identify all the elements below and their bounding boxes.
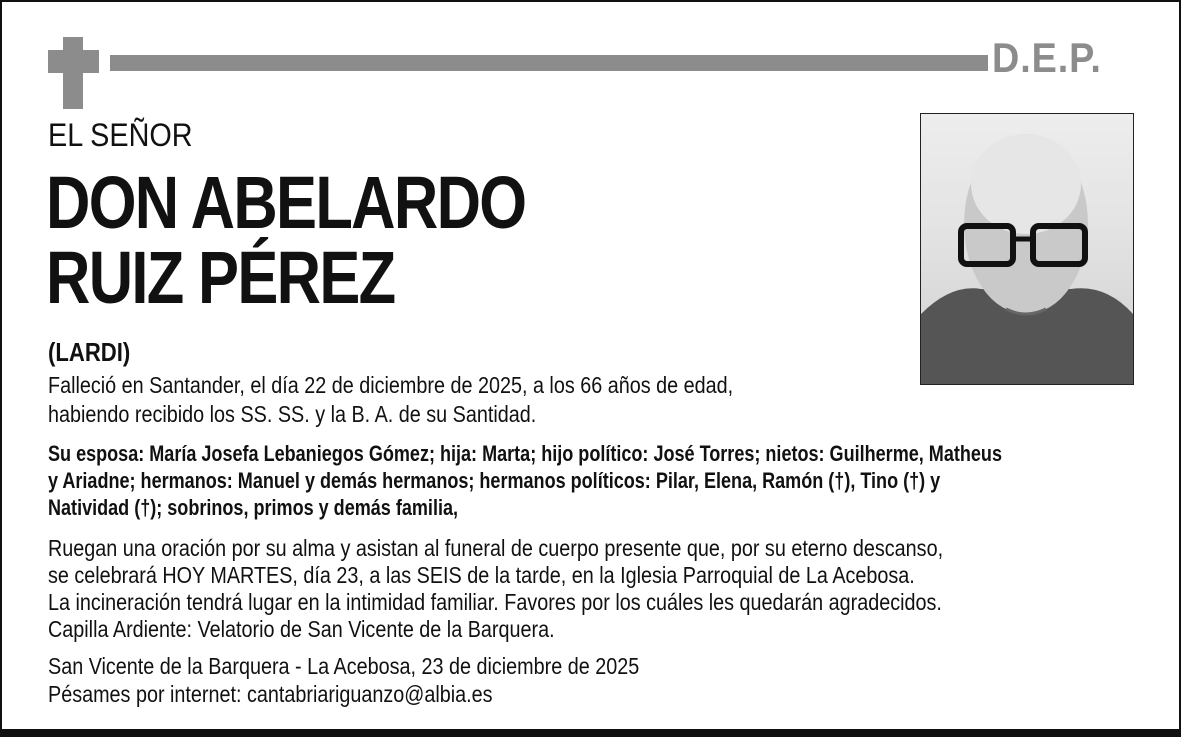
deceased-name-line-2: RUIZ PÉREZ: [46, 236, 395, 319]
funeral-request-line: se celebrará HOY MARTES, día 23, a las SEIS de la tarde, en la Iglesia Parroquial de La Acebosa.: [48, 562, 915, 588]
funeral-request-line: Ruegan una oración por su alma y asistan al funeral de cuerpo presente que, por su eterno descanso,: [48, 535, 944, 561]
dep-label: D.E.P.: [992, 34, 1102, 81]
cross-icon: [63, 37, 83, 109]
family-line: Su esposa: María Josefa Lebaniegos Gómez; hija: Marta; hijo político: José Torres; nietos: Guilherme, Matheus: [48, 441, 1002, 466]
deceased-photo: [920, 113, 1134, 385]
title-prefix: EL SEÑOR: [48, 117, 193, 153]
death-notice-line: Falleció en Santander, el día 22 de diciembre de 2025, a los 66 años de edad,: [48, 372, 734, 398]
nickname: (LARDI): [48, 337, 131, 367]
family-line: y Ariadne; hermanos: Manuel y demás hermanos; hermanos políticos: Pilar, Elena, Ramón (†), Tino (†) y: [48, 468, 941, 493]
family-line: Natividad (†); sobrinos, primos y demás familia,: [48, 495, 459, 520]
cross-icon-bar: [48, 50, 99, 73]
header-rule: [110, 55, 988, 71]
funeral-request-line: La incineración tendrá lugar en la intimidad familiar. Favores por los cuáles les quedarán agradecidos.: [48, 589, 942, 615]
place-date: San Vicente de la Barquera - La Acebosa, 23 de diciembre de 2025: [48, 653, 640, 679]
funeral-request-line: Capilla Ardiente: Velatorio de San Vicente de la Barquera.: [48, 616, 555, 642]
deceased-name-line-1: DON ABELARDO: [46, 161, 526, 244]
condolences-email: Pésames por internet: cantabriariguanzo@albia.es: [48, 681, 493, 707]
death-notice-line: habiendo recibido los SS. SS. y la B. A. de su Santidad.: [48, 401, 537, 427]
